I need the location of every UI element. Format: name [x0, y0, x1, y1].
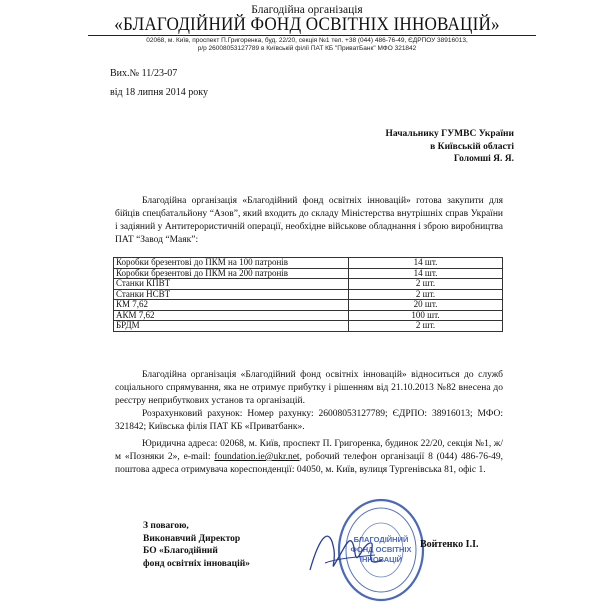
- item-name: Коробки брезентові до ПКМ на 200 патронів: [114, 268, 349, 279]
- header-address-line-1: 02068, м. Київ, проспект П.Григоренка, буд. 22/20, секція №1 тел. +38 (044) 486-76-49, ЄДРПОУ 38916013,: [146, 37, 468, 44]
- addressee-line-2: в Київській області: [430, 141, 514, 152]
- item-qty: 14 шт.: [349, 258, 503, 269]
- addressee-line-1: Начальнику ГУМВС України: [385, 129, 514, 139]
- item-qty: 2 шт.: [349, 321, 503, 332]
- closing-line-4: фонд освітніх інновацій»: [143, 558, 250, 569]
- addressee-block: [385, 128, 514, 166]
- legal-text-start: Юридична адреса: 02068, м. Київ, проспект П. Григоренка, будинок 22/20, секція №1, ж/м «Позняки 2», e-mail:: [115, 439, 503, 462]
- item-name: Коробки брезентові до ПКМ на 100 патронів: [114, 258, 349, 269]
- item-name: КМ 7,62: [114, 300, 349, 311]
- email-link[interactable]: foundation.ie@ukr.net: [214, 452, 300, 462]
- equipment-table: [113, 257, 503, 332]
- item-name: Станки КПВТ: [114, 279, 349, 290]
- org-type: Благодійна організація: [251, 4, 363, 16]
- addressee-line-3: Голомші Я. Я.: [453, 154, 514, 164]
- stamp-text: ФОНД ОСВІТНІХ: [350, 545, 412, 554]
- header-address-line-2: р/р 26008053127789 в Київській філії ПАТ КБ "ПриватБанк" МФО 321842: [197, 45, 417, 52]
- intro-paragraph: Благодійна організація «Благодійний фонд освітніх інновацій» готова закупити для бійців спецбатальйону “Азов”, який входить до складу Міністерства внутрішніх справ України і задіяний у Антитерористичній операції, необхідне військове обладнання і зброю виробництва ПАТ “Завод “Маяк”:: [115, 196, 503, 245]
- table-row: [114, 321, 503, 332]
- letter-date: від 18 липня 2014 року: [110, 87, 208, 98]
- closing-line-3: БО «Благодійний: [143, 546, 218, 556]
- item-name: АКМ 7,62: [114, 310, 349, 321]
- table-row: [114, 300, 503, 311]
- closing-line-1: З повагою,: [143, 521, 189, 531]
- item-qty: 14 шт.: [349, 268, 503, 279]
- stamp-text: БЛАГОДІЙНИЙ: [353, 535, 409, 544]
- item-qty: 2 шт.: [349, 289, 503, 300]
- item-name: БРДМ: [114, 321, 349, 332]
- legal-address-paragraph: [115, 438, 503, 477]
- item-qty: 2 шт.: [349, 279, 503, 290]
- header-divider: [88, 35, 536, 36]
- status-paragraph: Благодійна організація «Благодійний фонд освітніх інновацій» відноситься до служб соціального спрямування, яка не отримує прибутку і рішенням від 21.10.2013 №82 внесена до реєстру неприбуткових установ та організацій.: [115, 370, 503, 406]
- closing-block: [143, 520, 250, 570]
- org-name: «БЛАГОДІЙНИЙ ФОНД ОСВІТНІХ ІННОВАЦІЙ»: [114, 14, 500, 35]
- table-row: [114, 310, 503, 321]
- table-row: [114, 279, 503, 290]
- table-row: [114, 258, 503, 269]
- table-row: [114, 289, 503, 300]
- signer-name: Войтенко І.І.: [420, 539, 479, 550]
- item-qty: 20 шт.: [349, 300, 503, 311]
- legal-text-end: , робочий телефон організації 8 (044) 486-76-49, поштова адреса отримувача кореспонденції: 04050, м. Київ, вулиця Тургенівська 81, офіс 1.: [115, 452, 503, 475]
- outgoing-number: Вих.№ 11/23-07: [110, 68, 178, 79]
- item-qty: 100 шт.: [349, 310, 503, 321]
- stamp-text: ІННОВАЦІЙ: [359, 555, 403, 564]
- table-row: [114, 268, 503, 279]
- item-name: Станки НСВТ: [114, 289, 349, 300]
- closing-line-2: Виконавчий Директор: [143, 533, 241, 544]
- handwritten-signature-icon: [300, 515, 390, 585]
- account-paragraph: Розрахунковий рахунок: Номер рахунку: 26008053127789; ЄДРПО: 38916013; МФО: 321842; Київська філія ПАТ КБ «Приватбанк».: [115, 409, 503, 432]
